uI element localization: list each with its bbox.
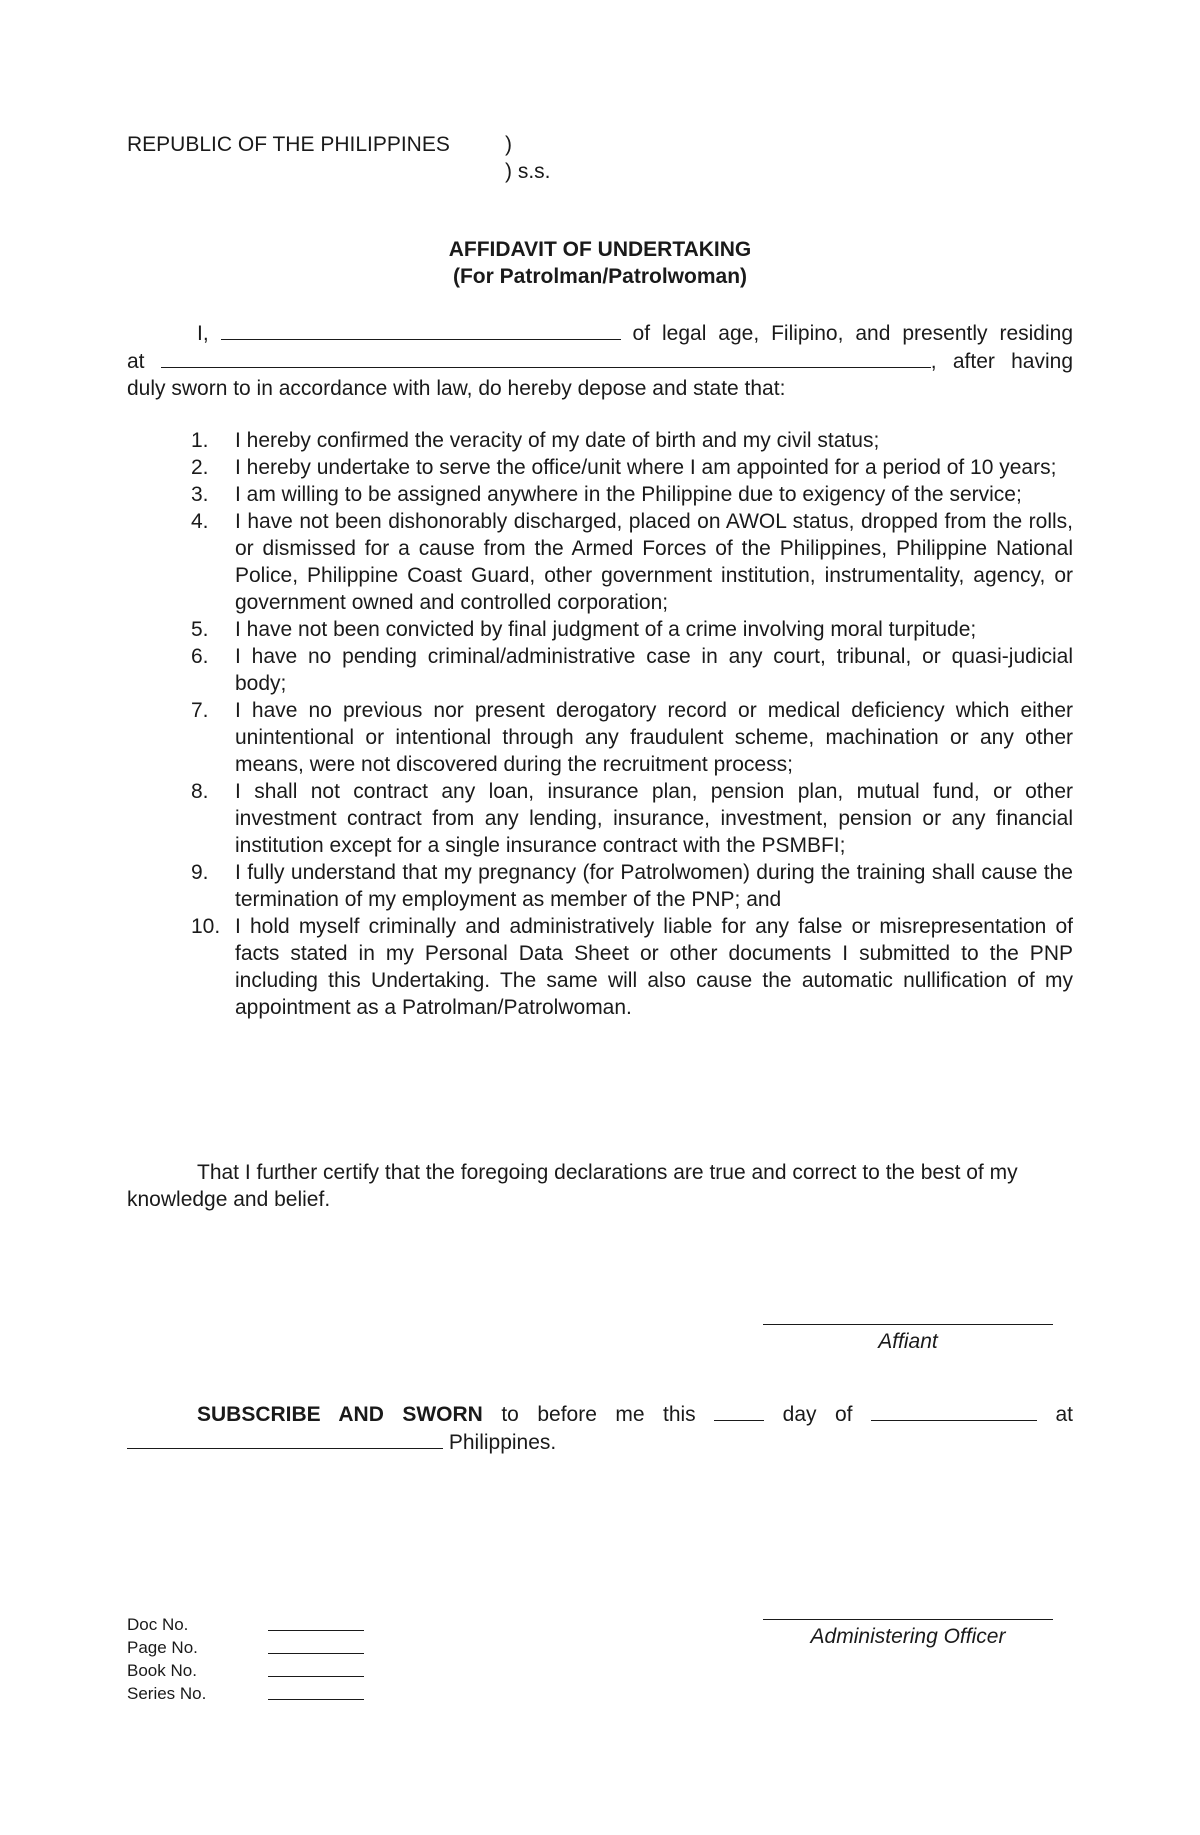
book-no-blank[interactable] [268, 1676, 364, 1677]
list-item: 10. I hold myself criminally and administratively liable for any false or misrepresentation of facts stated in my Personal Data Sheet or other documents I submitted to the PNP including this Undertaking. The same will also cause the automatic nullification of my appointment as a Patrolman/Patrolwoman. [191, 915, 1073, 1019]
day-blank[interactable] [714, 1400, 764, 1421]
jurat-line-2: Philippines. [127, 1428, 1073, 1456]
affiant-signature [763, 1324, 1053, 1355]
list-item: 5. I have not been convicted by final judgment of a crime involving moral turpitude; [191, 618, 977, 641]
list-item: 7. I have no previous nor present derogatory record or medical deficiency which either unintentional or intentional through any fraudulent scheme, machination or any other means, were not discovered during the recruitment process; [191, 699, 1073, 776]
republic-label: REPUBLIC OF THE PHILIPPINES [127, 133, 450, 156]
jurat-line-1: SUBSCRIBE AND SWORN to before me this day of at [127, 1400, 1073, 1428]
officer-signature [763, 1619, 1053, 1650]
list-item: 4. I have not been dishonorably discharged, placed on AWOL status, dropped from the rolls, or dismissed for a cause from the Armed Forces of the Philippines, Philippine National Police, Philippine Coast Guard, other government institution, instrumentality, agency, or government owned and controlled corporation; [191, 510, 1073, 614]
name-blank[interactable] [221, 319, 621, 340]
book-no-row: Book No. [127, 1659, 206, 1682]
list-item: 9. I fully understand that my pregnancy (for Patrolwomen) during the training shall cause the termination of my employment as member of the PNP; and [191, 861, 1073, 911]
venue-paren: ) [505, 133, 512, 156]
page-no-blank[interactable] [268, 1653, 364, 1654]
document-title [127, 236, 1073, 290]
list-item: 1. I hereby confirmed the veracity of my date of birth and my civil status; [191, 429, 880, 452]
list-item: 2. I hereby undertake to serve the office/unit where I am appointed for a period of 10 years; [191, 456, 1057, 479]
officer-label: Administering Officer [810, 1625, 1006, 1648]
list-item: 6. I have no pending criminal/administrative case in any court, tribunal, or quasi-judicial body; [191, 645, 1073, 695]
declaration-list [127, 427, 1073, 1021]
affiant-label: Affiant [878, 1330, 938, 1353]
intro-paragraph [127, 319, 1073, 402]
address-blank[interactable] [161, 347, 931, 368]
place-blank[interactable] [127, 1428, 443, 1449]
doc-no-row: Doc No. [127, 1613, 206, 1636]
certify-paragraph: That I further certify that the foregoing declarations are true and correct to the best of my knowledge and belief. [127, 1161, 1018, 1211]
title-sub: (For Patrolman/Patrolwoman) [452, 265, 748, 288]
venue-ss: ) s.s. [505, 160, 551, 183]
list-item: 8. I shall not contract any loan, insurance plan, pension plan, mutual fund, or other investment contract from any lending, insurance, investment, pension or any financial institution except for a single insurance contract with the PSMBFI; [191, 780, 1073, 857]
jurat-paragraph [127, 1400, 1073, 1456]
doc-no-blank[interactable] [268, 1630, 364, 1631]
intro-line-1: I, of legal age, Filipino, and presently residing [127, 319, 1073, 347]
officer-signature-line[interactable] [763, 1619, 1053, 1620]
notarial-register [127, 1613, 206, 1705]
list-item: 3. I am willing to be assigned anywhere in the Philippine due to exigency of the service; [191, 483, 1022, 506]
series-no-blank[interactable] [268, 1699, 364, 1700]
intro-line-2: at , after having [127, 347, 1073, 375]
venue-block [127, 131, 551, 185]
series-no-row: Series No. [127, 1682, 206, 1705]
page-no-row: Page No. [127, 1636, 206, 1659]
month-blank[interactable] [871, 1400, 1037, 1421]
intro-line-3: duly sworn to in accordance with law, do hereby depose and state that: [127, 377, 786, 400]
affiant-signature-line[interactable] [763, 1324, 1053, 1325]
title-main: AFFIDAVIT OF UNDERTAKING [448, 238, 752, 261]
